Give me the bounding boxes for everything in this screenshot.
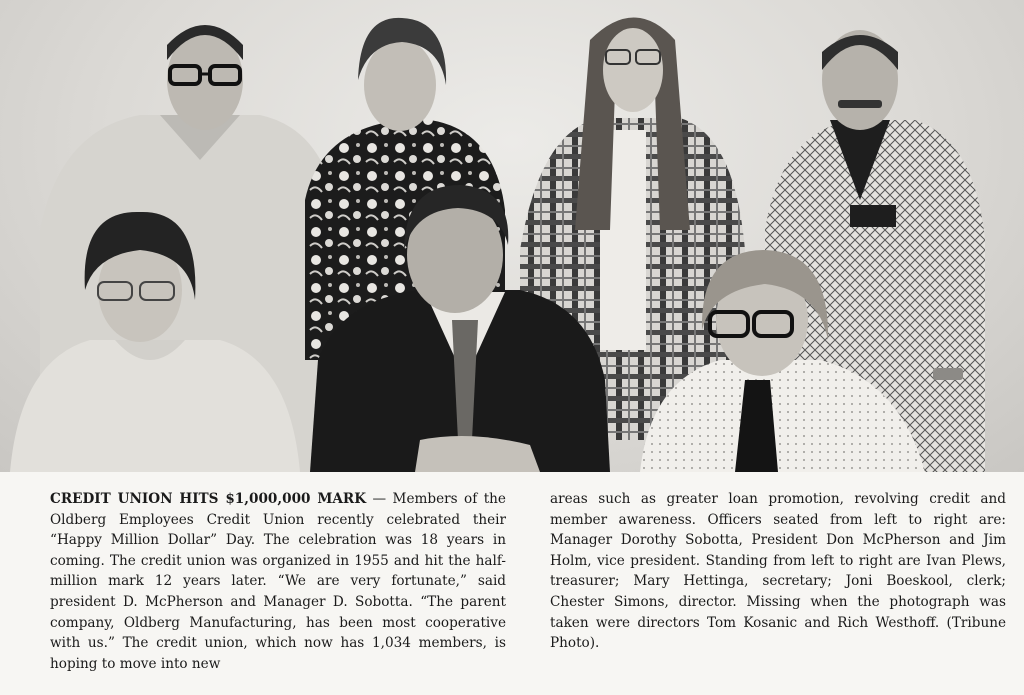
photo-caption xyxy=(0,472,1024,695)
caption-text-part-1: Members of the Oldberg Employees Credit Union recently celebrated their “Happy Million Dollar” Day. The celebration was 18 years in coming. The credit union was organized in 1955 and hit the half-million mark 12 years later. “We are very fortunate,” said president D. McPherson and Manager D. Sobotta. “The parent company, Oldberg Manufacturing, has been most cooperative with us.” The credit union, which now has 1,034 members, is hoping to move into new xyxy=(50,491,506,672)
headline-dash: — xyxy=(366,491,393,507)
caption-column-left xyxy=(50,489,506,674)
caption-column-right xyxy=(550,489,1006,654)
caption-text-part-2: areas such as greater loan promotion, revolving credit and member awareness. Officers seated from left to right are: Manager Dorothy Sobotta, President Don McPherson and Jim Holm, vice president. Standing from left to right are Ivan Plews, treasurer; Mary Hettinga, secretary; Joni Boeskool, clerk; Chester Simons, director. Missing when the photograph was taken were directors Tom Kosanic and Rich Westhoff. (Tribune Photo). xyxy=(550,491,1006,652)
headline: CREDIT UNION HITS $1,000,000 MARK xyxy=(50,491,367,507)
